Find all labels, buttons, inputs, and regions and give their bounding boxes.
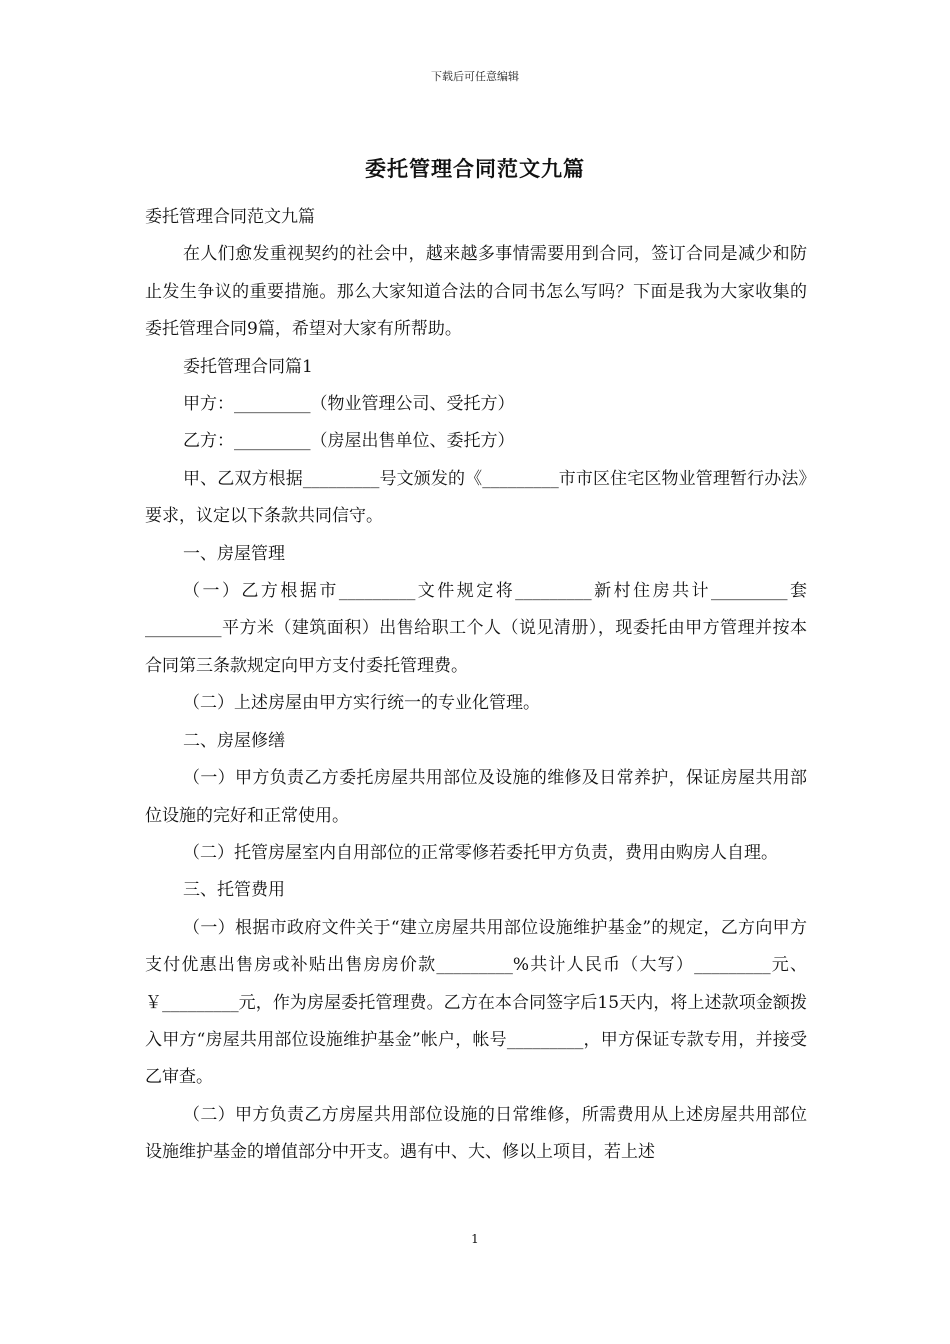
page-header: 下载后可任意编辑 [431, 70, 519, 83]
intro-paragraph: 在人们愈发重视契约的社会中，越来越多事情需要用到合同，签订合同是减少和防止发生争议的重要措施。那么大家知道合法的合同书怎么写吗？下面是我为大家收集的委托管理合同9篇，希望对大家有所帮助。 [145, 244, 807, 340]
party-b-line: 乙方：_________（房屋出售单位、委托方） [183, 431, 515, 452]
subtitle-paragraph: 委托管理合同范文九篇 [145, 207, 315, 227]
clause-3-1: （一）根据市政府文件关于“建立房屋共用部位设施维护基金”的规定，乙方向甲方支付优惠出售房或补贴出售房房价款_________%共计人民币（大写）_________元、￥_________元，作为房屋委托管理费。乙方在本合同签字后15天内，将上述款项金额拨入甲方“房屋共用部位设施维护基金”帐户，帐号_________，甲方保证专款专用，并接受乙审查。 [145, 917, 807, 1088]
page-number: 1 [471, 1232, 479, 1246]
contract-heading: 委托管理合同篇1 [183, 356, 313, 377]
party-a-line: 甲方：_________（物业管理公司、受托方） [183, 394, 515, 415]
clause-1-2: （二）上述房屋由甲方实行统一的专业化管理。 [183, 693, 540, 714]
clause-1-1: （一）乙方根据市_________文件规定将_________新村住房共计_________套_________平方米（建筑面积）出售给职工个人（说见清册），现委托由甲方管理并按本合同第三条款规定向甲方支付委托管理费。 [145, 581, 807, 676]
document-title: 委托管理合同范文九篇 [365, 156, 585, 181]
clause-2-1: （一）甲方负责乙方委托房屋共用部位及设施的维修及日常养护，保证房屋共用部位设施的完好和正常使用。 [145, 768, 807, 826]
section-heading-1: 一、房屋管理 [183, 543, 285, 564]
section-heading-2: 二、房屋修缮 [183, 730, 285, 751]
clause-3-2: （二）甲方负责乙方房屋共用部位设施的日常维修，所需费用从上述房屋共用部位设施维护基金的增值部分中开支。遇有中、大、修以上项目，若上述 [145, 1104, 807, 1163]
section-heading-3: 三、托管费用 [183, 880, 285, 901]
preamble-paragraph: 甲、乙双方根据_________号文颁发的《_________市市区住宅区物业管理暂行办法》要求，议定以下条款共同信守。 [145, 468, 807, 527]
document-body [145, 199, 807, 1172]
clause-2-2: （二）托管房屋室内自用部位的正常零修若委托甲方负责，费用由购房人自理。 [183, 842, 778, 863]
